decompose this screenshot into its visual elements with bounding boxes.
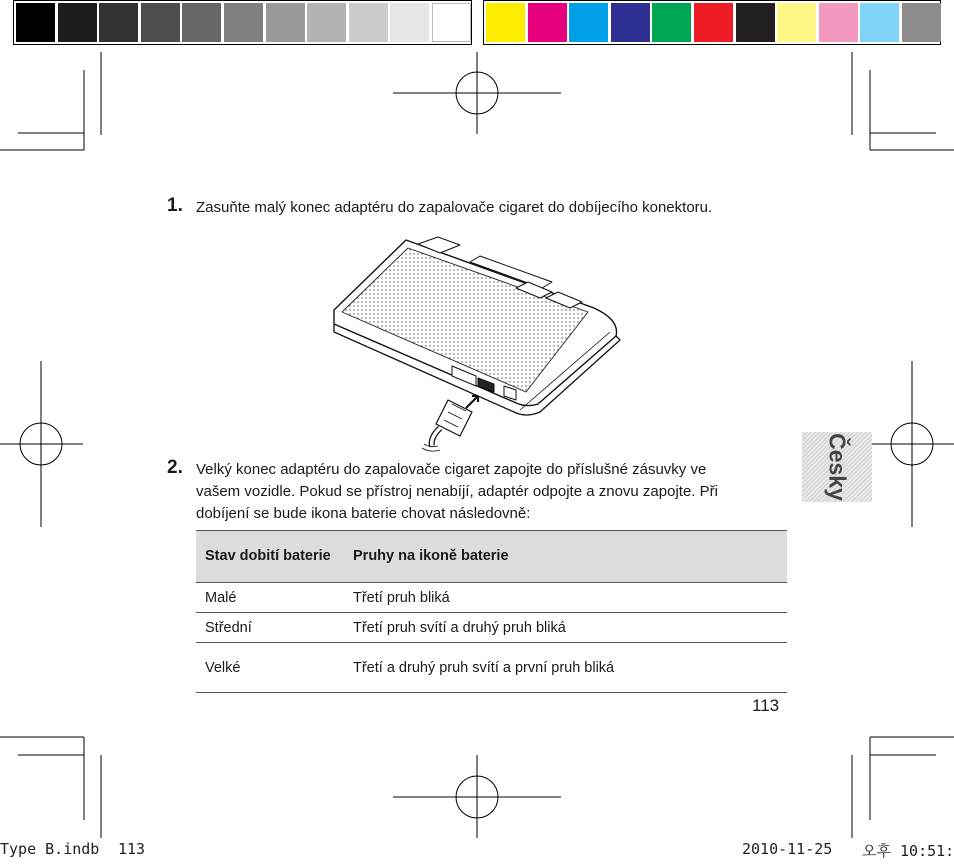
table-cell: Velké [196, 643, 344, 693]
slug-page-number: 113 [118, 840, 146, 858]
table-header-cell: Stav dobití baterie [196, 531, 344, 583]
battery-status-table [196, 530, 787, 693]
table-row [196, 583, 787, 613]
table-header-cell: Pruhy na ikoně baterie [344, 531, 787, 583]
slug-file-name: Type B.indb [0, 840, 100, 858]
table-row [196, 613, 787, 643]
slug-time: 오후 10:51: [862, 842, 954, 860]
page-number: 113 [752, 696, 780, 715]
device-charging-illustration [320, 232, 630, 454]
table-row [196, 643, 787, 693]
table-header-row [196, 531, 787, 583]
language-tab-label: Česky [824, 433, 851, 501]
table-cell: Střední [196, 613, 344, 643]
step-1-number: 1. [167, 195, 183, 216]
step-2-number: 2. [167, 457, 183, 478]
step-2-line-1: Velký konec adaptéru do zapalovače cigaret zapojte do příslušné zásuvky ve [196, 461, 707, 478]
table-cell: Třetí a druhý pruh svítí a první pruh bliká [344, 643, 787, 693]
slug-date: 2010-11-25 [742, 840, 833, 858]
step-1-text: Zasuňte malý konec adaptéru do zapalovače cigaret do dobíjecího konektoru. [196, 199, 713, 216]
step-2-line-2: vašem vozidle. Pokud se přístroj nenabíjí, adaptér odpojte a znovu zapojte. Při [196, 483, 718, 500]
step-2-line-3: dobíjení se bude ikona baterie chovat následovně: [196, 505, 531, 522]
table-cell: Malé [196, 583, 344, 613]
table-cell: Třetí pruh bliká [344, 583, 787, 613]
table-cell: Třetí pruh svítí a druhý pruh bliká [344, 613, 787, 643]
